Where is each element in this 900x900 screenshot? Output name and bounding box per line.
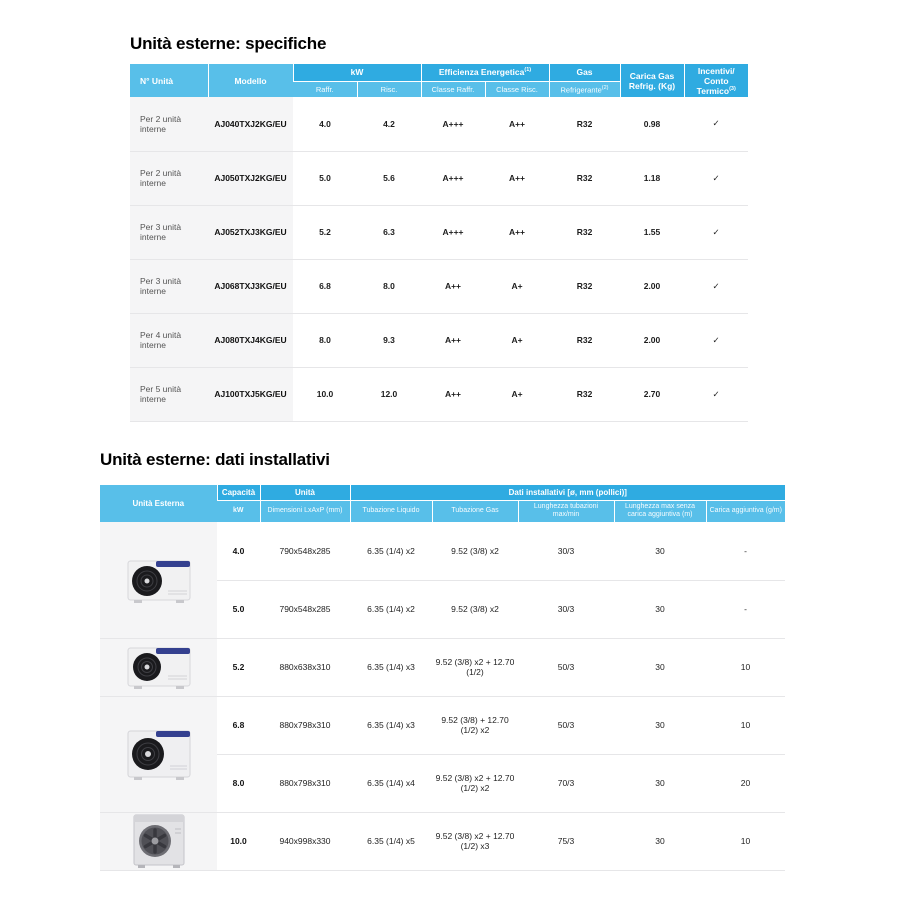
cell-gas: R32 [549,367,620,421]
table-row [130,97,748,151]
cell-lunghezza-tubazioni: 50/3 [518,696,614,754]
cell-lunghezza-max: 30 [614,638,706,696]
col-header-unita-esterna: Unità Esterna [100,485,217,522]
sub-header-raffr: Raffr. [293,81,357,97]
col-header-modello: Modello [208,64,293,97]
cell-gas: R32 [549,259,620,313]
cell-lunghezza-max: 30 [614,754,706,812]
sub-header-classe-raffr: Classe Raffr. [421,81,485,97]
cell-raffr: 10.0 [293,367,357,421]
table-row [130,313,748,367]
sub-header-refrigerante: Refrigerante$^{(2)}$ [549,81,620,97]
sub-header-tubazione-gas: Tubazione Gas [432,500,518,522]
cell-modello: AJ040TXJ2KG/EU [208,97,293,151]
cell-carica: 0.98 [620,97,684,151]
checkmark: ✓ [684,151,748,205]
cell-carica: 2.00 [620,259,684,313]
sub-header-dimensioni: Dimensioni LxAxP (mm) [260,500,350,522]
cell-tubazione-gas: 9.52 (3/8) x2 + 12.70 (1/2) x2 [432,754,518,812]
outdoor-unit-image-medium [100,696,217,812]
col-header-n-unita: N° Unità [130,64,208,97]
col-header-incentivi: Incentivi/ Conto Termico$^{(3)}$ [684,64,748,97]
checkmark: ✓ [684,205,748,259]
cell-classe-raffr: A+++ [421,97,485,151]
cell-dimensioni: 880x638x310 [260,638,350,696]
cell-gas: R32 [549,151,620,205]
cell-tubazione-liquido: 6.35 (1/4) x4 [350,754,432,812]
cell-modello: AJ068TXJ3KG/EU [208,259,293,313]
cell-capacita: 5.2 [217,638,260,696]
cell-n-unita: Per 3 unità interne [130,259,208,313]
cell-tubazione-liquido: 6.35 (1/4) x2 [350,580,432,638]
cell-classe-risc: A+ [485,367,549,421]
outdoor-unit-image-small [100,522,217,638]
cell-capacita: 4.0 [217,522,260,580]
cell-lunghezza-tubazioni: 30/3 [518,522,614,580]
sub-header-tubazione-liquido: Tubazione Liquido [350,500,432,522]
cell-tubazione-liquido: 6.35 (1/4) x3 [350,638,432,696]
cell-raffr: 8.0 [293,313,357,367]
cell-classe-risc: A++ [485,205,549,259]
outdoor-unit-image-small [100,638,217,696]
cell-carica-aggiuntiva: 10 [706,812,785,870]
cell-capacita: 5.0 [217,580,260,638]
table-row [100,522,785,580]
cell-tubazione-gas: 9.52 (3/8) x2 [432,522,518,580]
cell-tubazione-liquido: 6.35 (1/4) x3 [350,696,432,754]
cell-classe-risc: A++ [485,97,549,151]
cell-classe-risc: A++ [485,151,549,205]
cell-lunghezza-max: 30 [614,812,706,870]
sub-header-risc: Risc. [357,81,421,97]
cell-tubazione-gas: 9.52 (3/8) x2 + 12.70 (1/2) x3 [432,812,518,870]
cell-classe-risc: A+ [485,313,549,367]
group-header-unita: Unità [260,485,350,500]
col-header-carica-gas: Carica Gas Refrig. (Kg) [620,64,684,97]
cell-gas: R32 [549,205,620,259]
cell-carica: 1.55 [620,205,684,259]
cell-classe-raffr: A+++ [421,205,485,259]
cell-gas: R32 [549,97,620,151]
cell-lunghezza-max: 30 [614,580,706,638]
cell-n-unita: Per 5 unità interne [130,367,208,421]
cell-raffr: 6.8 [293,259,357,313]
cell-raffr: 4.0 [293,97,357,151]
table-row [100,638,785,696]
cell-carica-aggiuntiva: 20 [706,754,785,812]
cell-modello: AJ052TXJ3KG/EU [208,205,293,259]
table-dati-installativi [100,485,785,871]
cell-risc: 5.6 [357,151,421,205]
cell-risc: 8.0 [357,259,421,313]
sub-header-classe-risc: Classe Risc. [485,81,549,97]
cell-lunghezza-tubazioni: 70/3 [518,754,614,812]
cell-dimensioni: 880x798x310 [260,696,350,754]
group-header-kw: kW [293,64,421,81]
cell-modello: AJ050TXJ2KG/EU [208,151,293,205]
cell-lunghezza-tubazioni: 50/3 [518,638,614,696]
cell-classe-raffr: A++ [421,313,485,367]
cell-classe-raffr: A++ [421,367,485,421]
outdoor-unit-image-large [100,812,217,870]
checkmark: ✓ [684,313,748,367]
cell-carica-aggiuntiva: - [706,580,785,638]
cell-tubazione-liquido: 6.35 (1/4) x5 [350,812,432,870]
cell-risc: 9.3 [357,313,421,367]
cell-dimensioni: 790x548x285 [260,522,350,580]
cell-n-unita: Per 2 unità interne [130,97,208,151]
cell-classe-raffr: A+++ [421,151,485,205]
group-header-efficienza-energetica: Efficienza Energetica$^{(1)}$ [421,64,549,81]
checkmark: ✓ [684,367,748,421]
cell-raffr: 5.0 [293,151,357,205]
table-row [130,367,748,421]
table-specifiche [130,64,748,422]
cell-carica-aggiuntiva: 10 [706,638,785,696]
sub-header-lunghezza-max: Lunghezza max senza carica aggiuntiva (m) [614,500,706,522]
checkmark: ✓ [684,259,748,313]
section-title-dati-installativi: Unità esterne: dati installativi [100,450,330,469]
cell-lunghezza-tubazioni: 75/3 [518,812,614,870]
table-row [130,205,748,259]
cell-n-unita: Per 3 unità interne [130,205,208,259]
cell-lunghezza-tubazioni: 30/3 [518,580,614,638]
cell-risc: 4.2 [357,97,421,151]
cell-risc: 6.3 [357,205,421,259]
cell-modello: AJ080TXJ4KG/EU [208,313,293,367]
cell-capacita: 8.0 [217,754,260,812]
cell-n-unita: Per 2 unità interne [130,151,208,205]
group-header-dati-installativi: Dati installativi [ø, mm (pollici)] [350,485,785,500]
cell-n-unita: Per 4 unità interne [130,313,208,367]
cell-classe-raffr: A++ [421,259,485,313]
cell-risc: 12.0 [357,367,421,421]
cell-carica: 2.00 [620,313,684,367]
cell-lunghezza-max: 30 [614,696,706,754]
cell-gas: R32 [549,313,620,367]
sub-header-lunghezza-tubazioni: Lunghezza tubazioni max/min [518,500,614,522]
table-row [130,151,748,205]
cell-classe-risc: A+ [485,259,549,313]
table-row [100,812,785,870]
cell-carica: 2.70 [620,367,684,421]
cell-dimensioni: 940x998x330 [260,812,350,870]
cell-dimensioni: 880x798x310 [260,754,350,812]
cell-carica-aggiuntiva: - [706,522,785,580]
sub-header-kw: kW [217,500,260,522]
sub-header-carica-aggiuntiva: Carica aggiuntiva (g/m) [706,500,785,522]
cell-raffr: 5.2 [293,205,357,259]
cell-capacita: 10.0 [217,812,260,870]
group-header-gas: Gas [549,64,620,81]
cell-tubazione-gas: 9.52 (3/8) + 12.70 (1/2) x2 [432,696,518,754]
group-header-capacita: Capacità [217,485,260,500]
cell-tubazione-gas: 9.52 (3/8) x2 [432,580,518,638]
cell-capacita: 6.8 [217,696,260,754]
section-title-specifiche: Unità esterne: specifiche [130,34,327,53]
cell-dimensioni: 790x548x285 [260,580,350,638]
cell-lunghezza-max: 30 [614,522,706,580]
checkmark: ✓ [684,97,748,151]
cell-tubazione-gas: 9.52 (3/8) x2 + 12.70 (1/2) [432,638,518,696]
cell-tubazione-liquido: 6.35 (1/4) x2 [350,522,432,580]
cell-modello: AJ100TXJ5KG/EU [208,367,293,421]
table-row [130,259,748,313]
table-row [100,696,785,754]
cell-carica-aggiuntiva: 10 [706,696,785,754]
cell-carica: 1.18 [620,151,684,205]
